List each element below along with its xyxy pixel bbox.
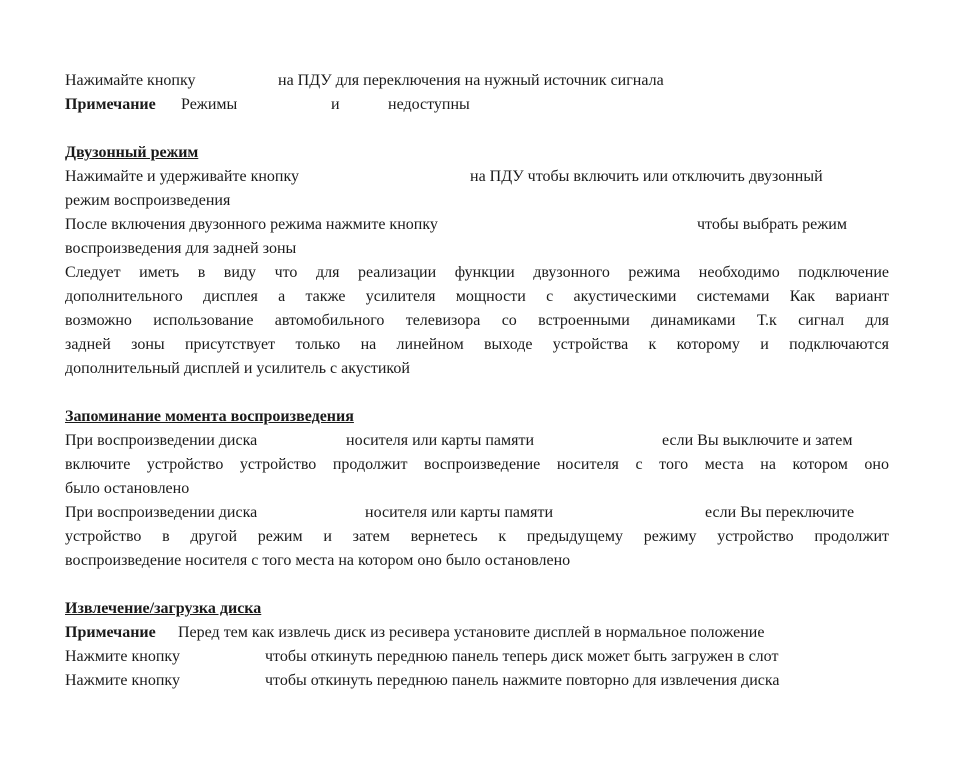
resume-p1-line1	[65, 429, 889, 453]
resume-p2-a: При воспроизведении диска	[65, 504, 258, 521]
spacer	[65, 117, 889, 141]
eject-line1-a: Нажмите кнопку	[65, 648, 180, 665]
eject-note-text: Перед тем как извлечь диск из ресивера установите дисплей в нормальное положение	[178, 624, 765, 641]
note-label: Примечание	[65, 624, 156, 641]
resume-p2-c: если Вы переключите	[705, 504, 855, 521]
dual-zone-p2-line1	[65, 213, 889, 237]
spacer	[65, 573, 889, 597]
source-select-text-b: на ПДУ для переключения на нужный источник сигнала	[278, 72, 664, 89]
eject-note-line	[65, 621, 889, 645]
resume-p1-c: если Вы выключите и затем	[662, 432, 853, 449]
dual-zone-p2-b: чтобы выбрать режим	[697, 216, 847, 233]
dual-zone-p3-line2: дополнительного дисплея а также усилителя мощности с акустическими системами Как вариант	[65, 288, 889, 305]
eject-line2-b: чтобы откинуть переднюю панель нажмите повторно для извлечения диска	[265, 672, 780, 689]
resume-p1-line2: включите устройство устройство продолжит воспроизведение носителя с того места на котором оно	[65, 456, 889, 473]
resume-p1-line3: было остановлено	[65, 480, 190, 497]
source-select-text-a: Нажимайте кнопку	[65, 72, 196, 89]
resume-p2-line1	[65, 501, 889, 525]
section-heading-dual-zone: Двузонный режим	[65, 144, 199, 161]
eject-line1-b: чтобы откинуть переднюю панель теперь диск может быть загружен в слот	[265, 648, 779, 665]
intro-note-c: недоступны	[388, 96, 470, 113]
dual-zone-p3-line1: Следует иметь в виду что для реализации функции двузонного режима необходимо подключение	[65, 264, 889, 281]
eject-line1	[65, 645, 889, 669]
spacer	[65, 381, 889, 405]
dual-zone-p3-line4: задней зоны присутствует только на линейном выходе устройства к которому и подключаются	[65, 336, 889, 353]
resume-p2-line3: воспроизведение носителя с того места на котором оно было остановлено	[65, 552, 571, 569]
dual-zone-p1-line1	[65, 165, 889, 189]
document-page	[65, 69, 889, 693]
resume-p2-line2: устройство в другой режим и затем вернетесь к предыдущему режиму устройство продолжит	[65, 528, 889, 545]
source-select-line	[65, 69, 889, 93]
dual-zone-p2-line2: воспроизведения для задней зоны	[65, 240, 297, 257]
resume-p1-b: носителя или карты памяти	[346, 432, 535, 449]
eject-line2-a: Нажмите кнопку	[65, 672, 180, 689]
section-heading-resume: Запоминание момента воспроизведения	[65, 408, 354, 425]
dual-zone-p2-a: После включения двузонного режима нажмите кнопку	[65, 216, 438, 233]
intro-note-a: Режимы	[181, 96, 238, 113]
eject-line2	[65, 669, 889, 693]
note-label: Примечание	[65, 96, 156, 113]
dual-zone-p1-a: Нажимайте и удерживайте кнопку	[65, 168, 300, 185]
dual-zone-p3-line5: дополнительный дисплей и усилитель с акустикой	[65, 360, 410, 377]
intro-note-line	[65, 93, 889, 117]
dual-zone-p3-line3: возможно использование автомобильного телевизора со встроенными динамиками Т.к сигнал для	[65, 312, 889, 329]
dual-zone-p1-b: на ПДУ чтобы включить или отключить двузонный	[470, 168, 823, 185]
intro-note-b: и	[331, 96, 340, 113]
section-heading-eject: Извлечение/загрузка диска	[65, 600, 262, 617]
resume-p1-a: При воспроизведении диска	[65, 432, 258, 449]
dual-zone-p1-line2: режим воспроизведения	[65, 192, 231, 209]
resume-p2-b: носителя или карты памяти	[365, 504, 554, 521]
